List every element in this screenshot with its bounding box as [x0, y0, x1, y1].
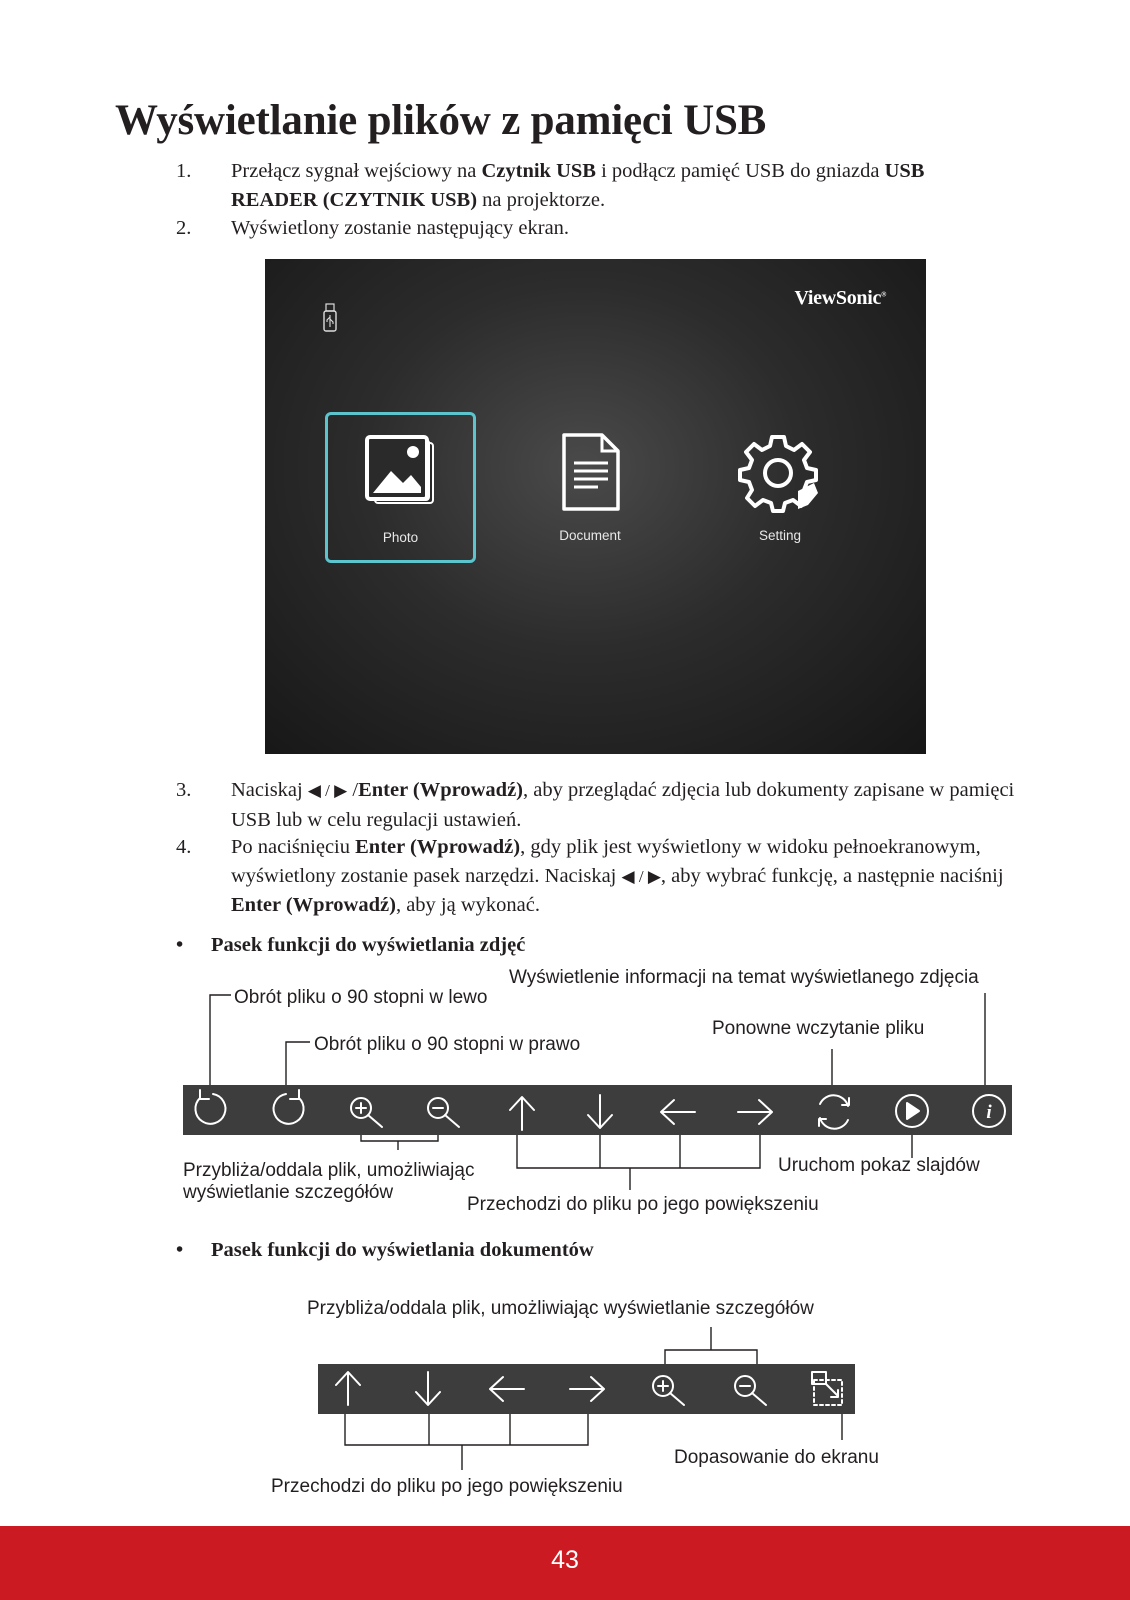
tile-label: Photo	[382, 530, 419, 545]
label-slideshow: Uruchom pokaz slajdów	[778, 1155, 980, 1176]
tile-label: Document	[559, 528, 621, 543]
label-fit-screen: Dopasowanie do ekranu	[674, 1447, 879, 1468]
step-number: 4.	[176, 836, 192, 858]
label-rotate-left: Obrót pliku o 90 stopni w lewo	[234, 987, 488, 1008]
left-right-arrows-icon: ◀ / ▶	[621, 866, 661, 886]
label-rotate-right: Obrót pliku o 90 stopni w prawo	[314, 1034, 581, 1055]
page-title: Wyświetlanie plików z pamięci USB	[115, 97, 767, 144]
step-text: Naciskaj ◀ / ▶ /Enter (Wprowadź), aby przeglądać zdjęcia lub dokumenty zapisane w pamięci USB lub w celu regulacji ustawień.	[231, 779, 1015, 831]
label-reload: Ponowne wczytanie pliku	[712, 1018, 925, 1039]
left-right-arrows-icon: ◀ / ▶	[307, 781, 348, 800]
doc-bar-heading: • Pasek funkcji do wyświetlania dokumentów	[176, 1239, 594, 1261]
label-info: Wyświetlenie informacji na temat wyświetlanego zdjęcia	[509, 967, 979, 988]
step-text: Przełącz sygnał wejściowy na Czytnik USB i podłącz pamięć USB do gniazda USB READER (CZYTNIK USB) na projektorze.	[231, 160, 925, 211]
page-number: 43	[551, 1546, 579, 1574]
tile-label: Setting	[758, 528, 802, 543]
step-text: Wyświetlony zostanie następujący ekran.	[231, 217, 570, 239]
step-number: 2.	[176, 217, 192, 239]
step-text: Po naciśnięciu Enter (Wprowadź), gdy plik jest wyświetlony w widoku pełnoekranowym, wyświetlony zostanie pasek narzędzi. Naciskaj ◀ / ▶, aby wybrać funkcję, a następnie naciśnij Enter (Wprowadź), aby ją wykonać.	[231, 836, 1004, 916]
svg-text:i: i	[986, 1102, 992, 1123]
label-zoom-line2: wyświetlanie szczegółów	[183, 1182, 394, 1203]
step-number: 3.	[176, 779, 192, 801]
label-zoom-line1: Przybliża/oddala plik, umożliwiając	[183, 1160, 475, 1181]
label-pan: Przechodzi do pliku po jego powiększeniu	[467, 1194, 819, 1215]
label-doc-zoom: Przybliża/oddala plik, umożliwiając wyświetlanie szczegółów	[307, 1298, 814, 1319]
step-number: 1.	[176, 160, 192, 182]
label-doc-pan: Przechodzi do pliku po jego powiększeniu	[271, 1476, 623, 1497]
photo-bar-heading: • Pasek funkcji do wyświetlania zdjęć	[176, 934, 526, 956]
brand-logo: ViewSonic®	[794, 287, 886, 309]
page-footer	[0, 1526, 1130, 1600]
photo-function-bar	[183, 1085, 1012, 1135]
